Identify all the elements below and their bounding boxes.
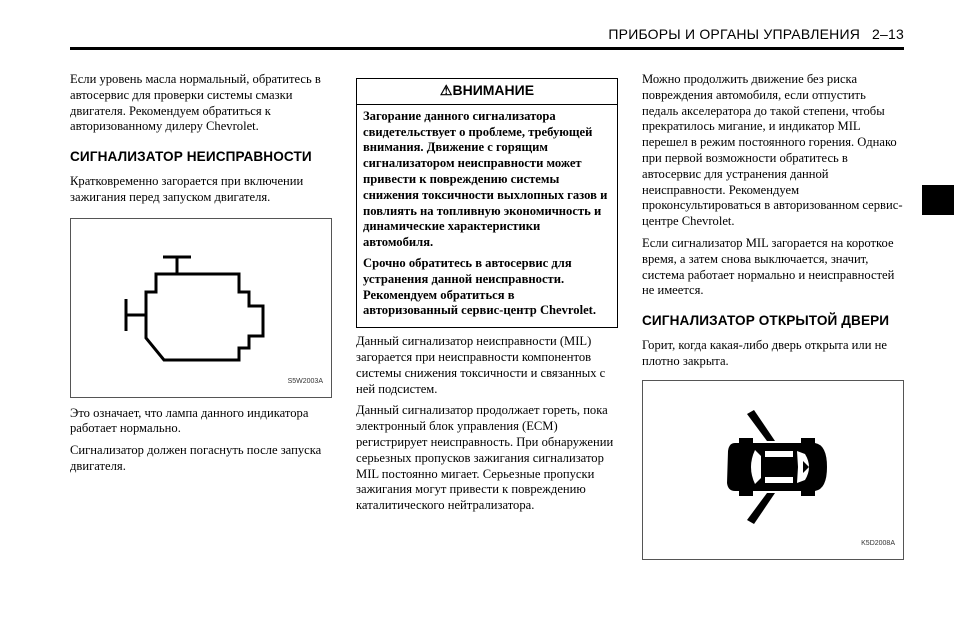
mil-description: Данный сигнализатор неисправности (MIL) загорается при неисправности компонентов системы снижения токсичности и связанных с ней подсистем. <box>356 334 606 396</box>
figure-code: S5W2003A <box>287 377 323 385</box>
open-door-icon <box>643 381 903 559</box>
warning-box <box>356 78 618 328</box>
lamp-off-paragraph: Сигнализатор должен погаснуть после запуска двигателя. <box>70 443 322 473</box>
warning-body <box>357 105 617 327</box>
continue-driving-paragraph: Можно продолжить движение без риска повреждения автомобиля, если отпустить педаль акселератора до такой степени, чтобы прекратилось мигание, и индикатор MIL перешел в режим постоянного горения. Однако при первой возможности обратитесь в автосервис для устранения данной неисправности. Рекомендуем проконсультироваться в авторизованном сервис-центре Chevrolet. <box>642 72 903 229</box>
oil-paragraph: Если уровень масла нормальный, обратитесь в автосервис для проверки системы смазки двигателя. Рекомендуем обратиться к авторизованному дилеру Chevrolet. <box>70 72 321 134</box>
column-right <box>642 72 904 560</box>
door-heading: СИГНАЛИЗАТОР ОТКРЫТОЙ ДВЕРИ <box>642 313 890 329</box>
column-left <box>70 72 332 481</box>
warning-paragraph-1: Загорание данного сигнализатора свидетельствует о проблеме, требующей внимания. Движение с горящим сигнализатором неисправности может привести к повреждению системы снижения токсичности выхлопных газов и повлиять на топливную экономичность и динамические характеристики автомобиля. <box>363 108 608 250</box>
section-title: ПРИБОРЫ И ОРГАНЫ УПРАВЛЕНИЯ <box>608 26 861 42</box>
header-rule <box>70 47 904 50</box>
mil-short-paragraph: Если сигнализатор MIL загорается на короткое время, а затем снова выключается, значит, система работает нормально и неисправностей не имеется. <box>642 235 895 298</box>
warning-title: ВНИМАНИЕ <box>452 82 535 98</box>
mil-flashing-paragraph: Данный сигнализатор продолжает гореть, пока электронный блок управления (ECM) регистрирует неисправность. При обнаружении серьезных пропусков зажигания сигнализатор MIL постоянно мигает. Серьезные пропуски зажигания могут привести к повреждению каталитического нейтрализатора. <box>356 403 614 513</box>
page-header <box>70 26 904 42</box>
warning-paragraph-2: Срочно обратитесь в автосервис для устранения данной неисправности. Рекомендуем обратиться в авторизованный сервис-центр Chevrolet. <box>363 255 597 318</box>
check-engine-icon <box>71 219 331 397</box>
chapter-tab <box>922 185 954 215</box>
warning-header <box>357 79 617 105</box>
warning-icon: ⚠ <box>439 82 453 98</box>
mil-intro: Кратковременно загорается при включении зажигания перед запуском двигателя. <box>70 173 304 204</box>
door-paragraph: Горит, когда какая-либо дверь открыта или не плотно закрыта. <box>642 337 887 368</box>
figure-code: K5D2008A <box>861 539 895 547</box>
door-figure <box>642 380 904 560</box>
column-middle <box>356 78 618 520</box>
lamp-ok-paragraph: Это означает, что лампа данного индикатора работает нормально. <box>70 405 309 436</box>
engine-figure <box>70 218 332 398</box>
page-number: 2–13 <box>872 26 904 42</box>
mil-heading: СИГНАЛИЗАТОР НЕИСПРАВНОСТИ <box>70 149 312 165</box>
